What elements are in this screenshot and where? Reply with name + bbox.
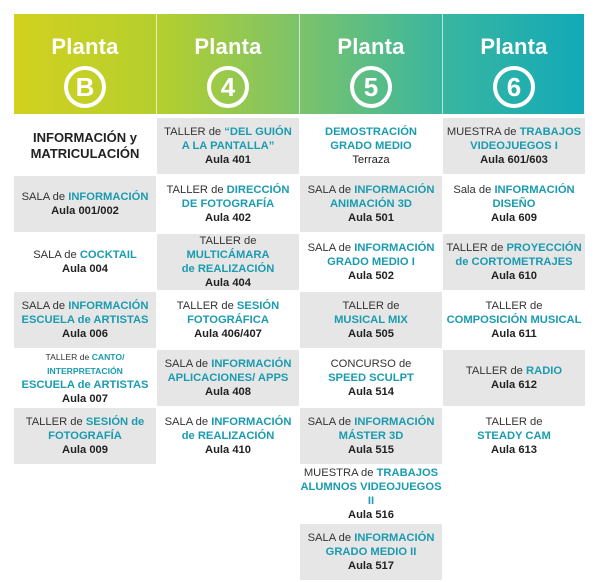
floor-header-b	[14, 14, 156, 114]
room-cell: TALLER de “DEL GUIÓN A LA PANTALLA” Aula 401	[157, 118, 299, 174]
room-cell: Sala de INFORMACIÓN DISEÑO Aula 609	[453, 184, 575, 224]
floor-label: Planta	[480, 34, 548, 59]
room-cell: CONCURSO de SPEED SCULPT Aula 514	[328, 358, 414, 398]
room-cell: TALLER de PROYECCIÓN de CORTOMETRAJES Aula 610	[443, 234, 585, 290]
room-cell: TALLER de COMPOSICIÓN MUSICAL Aula 611	[446, 300, 582, 340]
floor-label: Planta	[337, 34, 405, 59]
room-cell: SALA de COCKTAIL Aula 004	[33, 249, 137, 275]
floor-number-badge: B	[64, 66, 106, 108]
floor-column-5	[300, 118, 442, 582]
floor-number-badge: 6	[493, 66, 535, 108]
room-cell: TALLER de DIRECCIÓN DE FOTOGRAFÍA Aula 402	[166, 184, 290, 224]
floor-column-6	[443, 118, 585, 466]
floor-number-badge: 5	[350, 66, 392, 108]
floor-label: Planta	[51, 34, 119, 59]
room-cell: TALLER de MULTICÁMARA de REALIZACIÓN Aula 404	[157, 234, 299, 290]
room-cell: MUESTRA de TRABAJOS ALUMNOS VIDEOJUEGOS II Aula 516	[300, 467, 442, 521]
room-cell: SALA de INFORMACIÓN ANIMACIÓN 3D Aula 501	[300, 176, 442, 232]
room-cell: TALLER de STEADY CAM Aula 613	[477, 416, 551, 456]
room-cell: SALA de INFORMACIÓN APLICACIONES/ APPS Aula 408	[157, 350, 299, 406]
room-cell: SALA de INFORMACIÓN MÁSTER 3D Aula 515	[300, 408, 442, 464]
room-cell: SALA de INFORMACIÓN GRADO MEDIO I Aula 502	[307, 242, 435, 282]
room-cell: TALLER de RADIO Aula 612	[443, 350, 585, 406]
floor-number-badge: 4	[207, 66, 249, 108]
room-cell: SALA de INFORMACIÓN GRADO MEDIO II Aula 517	[300, 524, 442, 580]
room-cell-info-registration: INFORMACIÓN y MATRICULACIÓN	[30, 130, 140, 161]
room-cell: TALLER de CANTO/ INTERPRETACIÓN ESCUELA de ARTISTAS Aula 007	[21, 352, 149, 405]
room-cell: SALA de INFORMACIÓN ESCUELA de ARTISTAS Aula 006	[14, 292, 156, 348]
room-cell: SALA de INFORMACIÓN de REALIZACIÓN Aula 410	[164, 416, 292, 456]
floor-label: Planta	[194, 34, 262, 59]
floor-column-4	[157, 118, 299, 466]
floor-column-b	[14, 118, 156, 466]
room-cell: DEMOSTRACIÓN GRADO MEDIO Terraza	[325, 126, 417, 166]
room-cell: TALLER de SESIÓN FOTOGRÁFICA Aula 406/407	[176, 300, 280, 340]
room-cell: TALLER de SESIÓN de FOTOGRAFÍA Aula 009	[14, 408, 156, 464]
room-cell: MUESTRA de TRABAJOS VIDEOJUEGOS I Aula 601/603	[443, 118, 585, 174]
floor-header-6	[443, 14, 585, 114]
floor-header-5	[300, 14, 442, 114]
room-cell: SALA de INFORMACIÓN Aula 001/002	[14, 176, 156, 232]
floor-header-4	[157, 14, 299, 114]
room-cell: TALLER de MUSICAL MIX Aula 505	[300, 292, 442, 348]
